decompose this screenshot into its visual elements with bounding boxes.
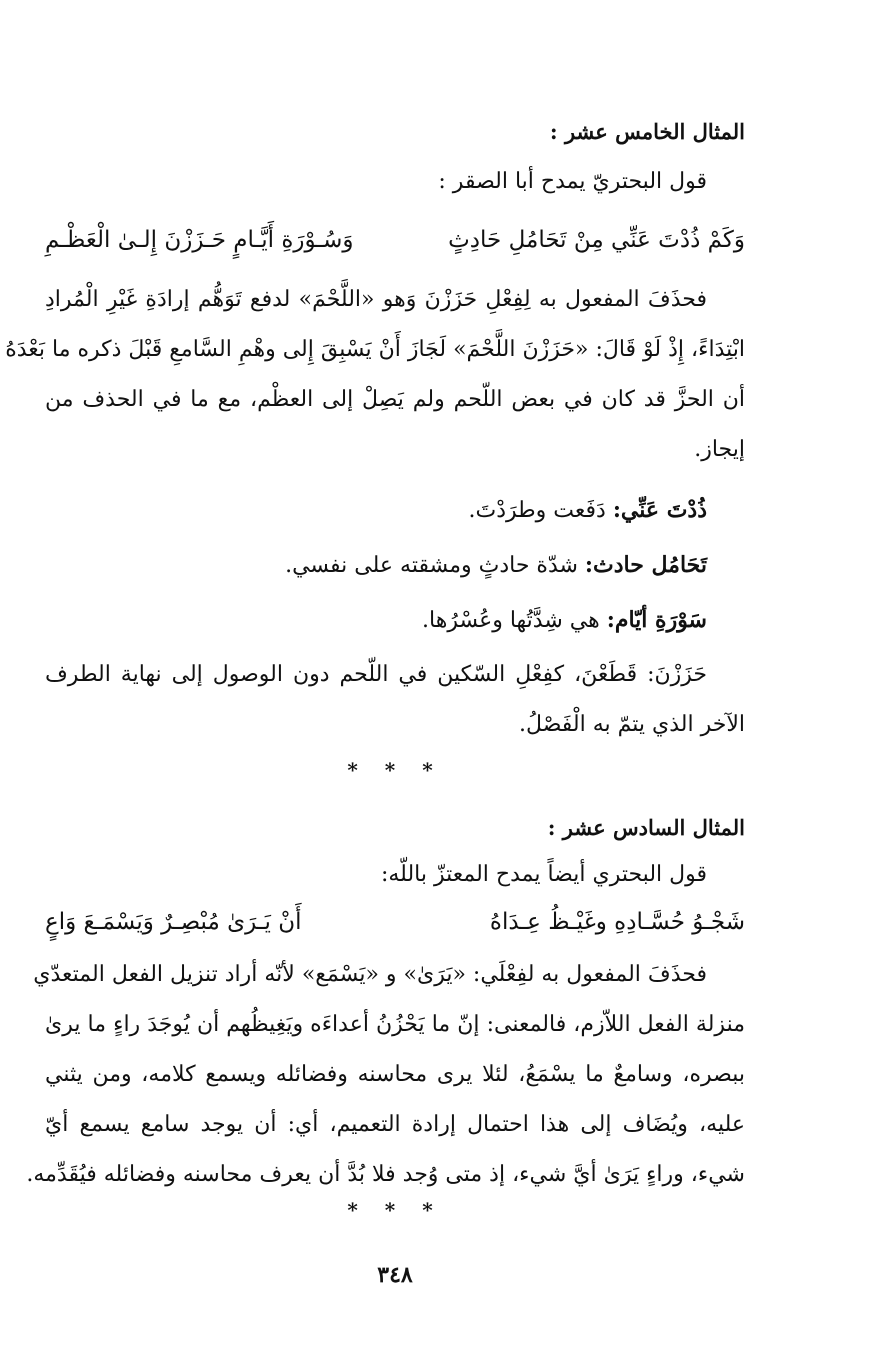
example-15-intro: قول البحتريّ يمدح أبا الصقر : bbox=[438, 169, 707, 194]
gloss-term: سَوْرَةِ أيّام: bbox=[606, 607, 707, 633]
paragraph-line: فحذَفَ المفعول به لفِعْلَي: «يَرَىٰ» و «يَسْمَع» لأنّه أراد تنزيل الفعل المتعدّي bbox=[33, 962, 707, 987]
example-16-intro: قول البحتري أيضاً يمدح المعتزّ باللّه: bbox=[380, 862, 707, 887]
paragraph-line: عليه، ويُضَاف إلى هذا احتمال إرادة التعميم، أي: أن يوجد سامع يسمع أيّ bbox=[45, 1112, 745, 1137]
gloss-term: تَحَامُل حادث: bbox=[584, 552, 707, 578]
paragraph-line: إيجاز. bbox=[694, 437, 745, 462]
gloss-entry bbox=[45, 600, 745, 641]
paragraph-line: ببصره، وسامعٌ ما يسْمَعُ، لئلا يرى محاسنه وفضائله ويسمع كلامه، ومن يثني bbox=[45, 1062, 745, 1087]
example-15-heading: المثال الخامس عشر : bbox=[549, 119, 745, 144]
gloss-term: ذُدْتَ عَنِّي: bbox=[612, 497, 707, 523]
paragraph-line: منزلة الفعل اللاّزم، فالمعنى: إنّ ما يَحْزُنُ أعداءَه ويَغِيظُهم أن يُوجَدَ راءٍ ما يرىٰ bbox=[45, 1012, 745, 1037]
gloss-definition: هي شِدَّتُها وعُسْرُها. bbox=[422, 608, 600, 633]
example-16-heading: المثال السادس عشر : bbox=[547, 815, 745, 840]
example-15-verse bbox=[45, 218, 745, 262]
verse-first-hemistich: شَجْـوُ حُسَّـادِهِ وغَيْـظُ عِـدَاهُ bbox=[489, 909, 745, 935]
verse-second-hemistich: أَنْ يَـرَىٰ مُبْصِـرٌ وَيَسْمَـعَ وَاعٍ bbox=[45, 909, 302, 935]
gloss-entry bbox=[45, 490, 745, 531]
gloss-entry bbox=[45, 545, 745, 586]
paragraph-line: ابْتِدَاءً، إِذْ لَوْ قَالَ: «حَزَزْنَ اللَّحْمَ» لَجَازَ أَنْ يَسْبِقَ إِلى وهْمِ السَّامعِ قَبْلَ ذكره ما بَعْدَهُ bbox=[5, 337, 745, 362]
paragraph-line: فحذَفَ المفعول به لِفِعْلِ حَزَزْنَ وَهو «اللَّحْمَ» لدفع تَوَهُّم إرادَةِ غَيْرِ الْمُرادِ bbox=[45, 287, 707, 312]
book-page bbox=[5, 0, 745, 1367]
gloss-entry-continuation: الآخر الذي يتمّ به الْفَصْلُ. bbox=[519, 712, 745, 737]
paragraph-line: أن الحزَّ قد كان في بعض اللّحم ولم يَصِلْ إلى العظْم، مع ما في الحذف من bbox=[45, 387, 745, 412]
example-16-verse bbox=[45, 900, 745, 944]
gloss-entry: حَزَزْنَ: قَطَعْنَ، كفِعْلِ السّكين في اللّحم دون الوصول إلى نهاية الطرف bbox=[45, 662, 707, 687]
gloss-definition: دَفَعت وطرَدْتَ. bbox=[468, 498, 606, 523]
gloss-definition: شدّة حادثٍ ومشقته على نفسي. bbox=[285, 553, 578, 578]
section-separator: * * * bbox=[347, 758, 443, 782]
paragraph-line: شيء، وراءٍ يَرَىٰ أيَّ شيء، إذ متى وُجد فلا بُدَّ أن يعرف محاسنه وفضائله فيُقَدِّمه. bbox=[26, 1162, 745, 1187]
page-number: ٣٤٨ bbox=[377, 1262, 413, 1288]
verse-second-hemistich: وَسُـوْرَةِ أَيَّـامٍ حَـزَزْنَ إِلـىٰ الْعَظْـمِ bbox=[45, 227, 354, 253]
verse-first-hemistich: وَكَمْ ذُدْتَ عَنِّي مِنْ تَحَامُلِ حَادِثٍ bbox=[448, 227, 745, 253]
section-separator: * * * bbox=[347, 1198, 443, 1222]
